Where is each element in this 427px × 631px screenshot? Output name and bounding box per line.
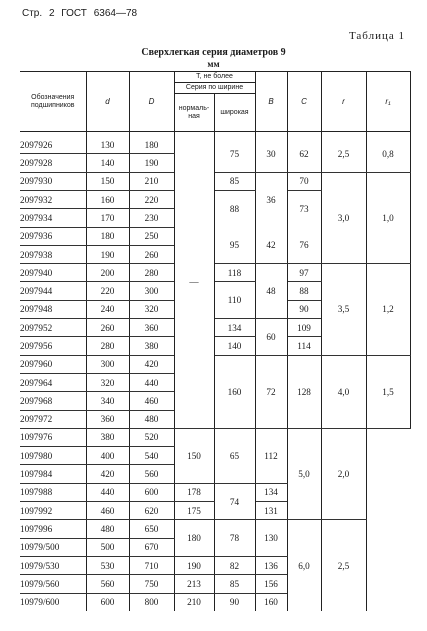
designation-cell: 2097956 bbox=[20, 337, 86, 355]
bearings-table bbox=[20, 71, 411, 611]
B-cell: 72 bbox=[255, 355, 287, 428]
D-cell: 620 bbox=[129, 502, 174, 520]
D-cell: 320 bbox=[129, 300, 174, 318]
wide-cell: 134 bbox=[214, 319, 255, 337]
D-header: D bbox=[129, 72, 174, 132]
D-cell: 220 bbox=[129, 190, 174, 208]
table-row bbox=[20, 428, 410, 446]
unit-label: мм bbox=[207, 59, 220, 69]
D-cell: 210 bbox=[129, 172, 174, 190]
table-row bbox=[20, 172, 410, 190]
designation-cell: 1097980 bbox=[20, 447, 86, 465]
r1-cell: 1,2 bbox=[366, 264, 410, 355]
d-cell: 360 bbox=[86, 410, 129, 428]
D-cell: 560 bbox=[129, 465, 174, 483]
r-header: r bbox=[321, 72, 366, 132]
table-row bbox=[20, 132, 410, 154]
r1-cell: 0,8 bbox=[366, 132, 410, 173]
D-cell: 600 bbox=[129, 483, 174, 501]
r1-cell: 1,0 bbox=[366, 172, 410, 263]
r-cell: 6,0 bbox=[287, 520, 321, 611]
d-cell: 420 bbox=[86, 465, 129, 483]
wide-cell: 160 bbox=[214, 355, 255, 428]
designation-cell: 1097976 bbox=[20, 428, 86, 446]
B-cell: 85 bbox=[214, 575, 255, 593]
designation-cell: 2097944 bbox=[20, 282, 86, 300]
C-cell: 112 bbox=[255, 428, 287, 483]
D-cell: 520 bbox=[129, 428, 174, 446]
normal-cell: 175 bbox=[174, 502, 214, 520]
D-cell: 280 bbox=[129, 264, 174, 282]
r1-cell: 1,5 bbox=[366, 355, 410, 428]
D-cell: 710 bbox=[129, 556, 174, 574]
d-cell: 320 bbox=[86, 373, 129, 391]
B-cell: 48 bbox=[255, 264, 287, 319]
C-cell: 131 bbox=[255, 502, 287, 520]
d-cell: 150 bbox=[86, 172, 129, 190]
designation-cell: 2097932 bbox=[20, 190, 86, 208]
d-cell: 240 bbox=[86, 300, 129, 318]
d-cell: 460 bbox=[86, 502, 129, 520]
wide-cell: 118 bbox=[214, 264, 255, 282]
D-cell: 800 bbox=[129, 593, 174, 611]
d-cell: 530 bbox=[86, 556, 129, 574]
D-cell: 360 bbox=[129, 319, 174, 337]
d-cell: 300 bbox=[86, 355, 129, 373]
D-cell: 650 bbox=[129, 520, 174, 538]
r-cell: 2,5 bbox=[321, 132, 366, 173]
C-cell: 90 bbox=[287, 300, 321, 318]
page-label: Стр. bbox=[22, 8, 43, 19]
C-cell: 128 bbox=[287, 355, 321, 428]
designation-cell: 10979/530 bbox=[20, 556, 86, 574]
C-cell: 97 bbox=[287, 264, 321, 282]
d-cell: 340 bbox=[86, 392, 129, 410]
designation-cell: 2097948 bbox=[20, 300, 86, 318]
designation-cell: 2097934 bbox=[20, 209, 86, 227]
normal-cell: 178 bbox=[174, 483, 214, 501]
designation-cell: 2097928 bbox=[20, 154, 86, 172]
D-cell: 440 bbox=[129, 373, 174, 391]
D-cell: 750 bbox=[129, 575, 174, 593]
designation-cell: 2097930 bbox=[20, 172, 86, 190]
d-cell: 220 bbox=[86, 282, 129, 300]
d-cell: 160 bbox=[86, 190, 129, 208]
B-header: B bbox=[255, 72, 287, 132]
D-cell: 190 bbox=[129, 154, 174, 172]
designation-cell: 2097964 bbox=[20, 373, 86, 391]
C-cell: 76 bbox=[287, 227, 321, 264]
d-cell: 190 bbox=[86, 245, 129, 263]
B-cell: 30 bbox=[255, 132, 287, 173]
D-cell: 230 bbox=[129, 209, 174, 227]
r-cell: 3,5 bbox=[321, 264, 366, 355]
d-cell: 140 bbox=[86, 154, 129, 172]
C-cell: 114 bbox=[287, 337, 321, 355]
wide-cell: 95 bbox=[214, 227, 255, 264]
D-cell: 670 bbox=[129, 538, 174, 556]
r-cell: 3,0 bbox=[321, 172, 366, 263]
D-cell: 250 bbox=[129, 227, 174, 245]
d-cell: 380 bbox=[86, 428, 129, 446]
C-cell: 130 bbox=[255, 520, 287, 557]
designation-cell: 10979/600 bbox=[20, 593, 86, 611]
designation-cell: 2097936 bbox=[20, 227, 86, 245]
standard-label: ГОСТ bbox=[61, 8, 87, 19]
designation-cell: 2097952 bbox=[20, 319, 86, 337]
d-cell: 440 bbox=[86, 483, 129, 501]
page-header bbox=[22, 8, 141, 19]
designation-cell: 2097968 bbox=[20, 392, 86, 410]
d-cell: 170 bbox=[86, 209, 129, 227]
D-cell: 260 bbox=[129, 245, 174, 263]
D-cell: 460 bbox=[129, 392, 174, 410]
wide-cell: 88 bbox=[214, 190, 255, 227]
wide-header: широкая bbox=[214, 94, 255, 132]
table-row bbox=[20, 264, 410, 282]
designation-cell: 10979/500 bbox=[20, 538, 86, 556]
designation-cell: 1097984 bbox=[20, 465, 86, 483]
table-label: Таблица 1 bbox=[348, 30, 405, 42]
designation-cell: 2097972 bbox=[20, 410, 86, 428]
D-cell: 480 bbox=[129, 410, 174, 428]
d-cell: 400 bbox=[86, 447, 129, 465]
C-cell: 88 bbox=[287, 282, 321, 300]
d-cell: 200 bbox=[86, 264, 129, 282]
D-cell: 420 bbox=[129, 355, 174, 373]
title-text: Сверхлегкая серия диаметров 9 bbox=[141, 47, 286, 58]
d-header: d bbox=[86, 72, 129, 132]
normal-cell: 180 bbox=[174, 520, 214, 557]
table-row bbox=[20, 355, 410, 373]
C-cell: 109 bbox=[287, 319, 321, 337]
r1-cell: 2,0 bbox=[321, 428, 366, 519]
wide-cell: 85 bbox=[214, 172, 255, 190]
d-cell: 560 bbox=[86, 575, 129, 593]
table-row bbox=[20, 520, 410, 538]
table-title bbox=[0, 47, 427, 69]
width-series-header: Серия по ширине bbox=[174, 83, 255, 94]
designation-cell: 2097938 bbox=[20, 245, 86, 263]
table-body bbox=[20, 132, 410, 611]
designation-cell: 10979/560 bbox=[20, 575, 86, 593]
wide-cell: 110 bbox=[214, 282, 255, 319]
normal-cell: 190 bbox=[174, 556, 214, 574]
C-cell: 160 bbox=[255, 593, 287, 611]
d-cell: 260 bbox=[86, 319, 129, 337]
r-cell: 4,0 bbox=[321, 355, 366, 428]
C-cell: 70 bbox=[287, 172, 321, 190]
B-cell: 42 bbox=[255, 227, 287, 264]
designation-header: Обозначения подшипников bbox=[20, 72, 86, 132]
normal-cell: 213 bbox=[174, 575, 214, 593]
page-number: 2 bbox=[48, 8, 55, 19]
normal-cell: — bbox=[174, 132, 214, 429]
d-cell: 180 bbox=[86, 227, 129, 245]
d-cell: 280 bbox=[86, 337, 129, 355]
D-cell: 300 bbox=[129, 282, 174, 300]
B-cell: 90 bbox=[214, 593, 255, 611]
C-cell: 73 bbox=[287, 190, 321, 227]
D-cell: 180 bbox=[129, 132, 174, 154]
C-cell: 134 bbox=[255, 483, 287, 501]
C-cell: 62 bbox=[287, 132, 321, 173]
D-cell: 540 bbox=[129, 447, 174, 465]
B-cell: 78 bbox=[214, 520, 255, 557]
C-cell: 136 bbox=[255, 556, 287, 574]
designation-cell: 1097992 bbox=[20, 502, 86, 520]
B-cell: 36 bbox=[255, 172, 287, 227]
standard-number: 6364—78 bbox=[93, 8, 138, 19]
r-cell: 5,0 bbox=[287, 428, 321, 519]
designation-cell: 2097940 bbox=[20, 264, 86, 282]
normal-cell: 210 bbox=[174, 593, 214, 611]
D-cell: 380 bbox=[129, 337, 174, 355]
B-cell: 74 bbox=[214, 483, 255, 520]
wide-cell: 75 bbox=[214, 132, 255, 173]
d-cell: 130 bbox=[86, 132, 129, 154]
r1-header: r₁ bbox=[366, 72, 410, 132]
wide-cell: 140 bbox=[214, 337, 255, 355]
designation-cell: 2097926 bbox=[20, 132, 86, 154]
normal-header: нормаль-ная bbox=[174, 94, 214, 132]
normal-cell: 150 bbox=[174, 428, 214, 483]
C-cell: 156 bbox=[255, 575, 287, 593]
designation-cell: 1097988 bbox=[20, 483, 86, 501]
designation-cell: 1097996 bbox=[20, 520, 86, 538]
C-header: C bbox=[287, 72, 321, 132]
r1-cell: 2,5 bbox=[321, 520, 366, 611]
B-cell: 82 bbox=[214, 556, 255, 574]
d-cell: 600 bbox=[86, 593, 129, 611]
d-cell: 500 bbox=[86, 538, 129, 556]
B-cell: 60 bbox=[255, 319, 287, 356]
d-cell: 480 bbox=[86, 520, 129, 538]
T-header: T, не более bbox=[174, 72, 255, 83]
B-cell: 65 bbox=[214, 428, 255, 483]
designation-cell: 2097960 bbox=[20, 355, 86, 373]
